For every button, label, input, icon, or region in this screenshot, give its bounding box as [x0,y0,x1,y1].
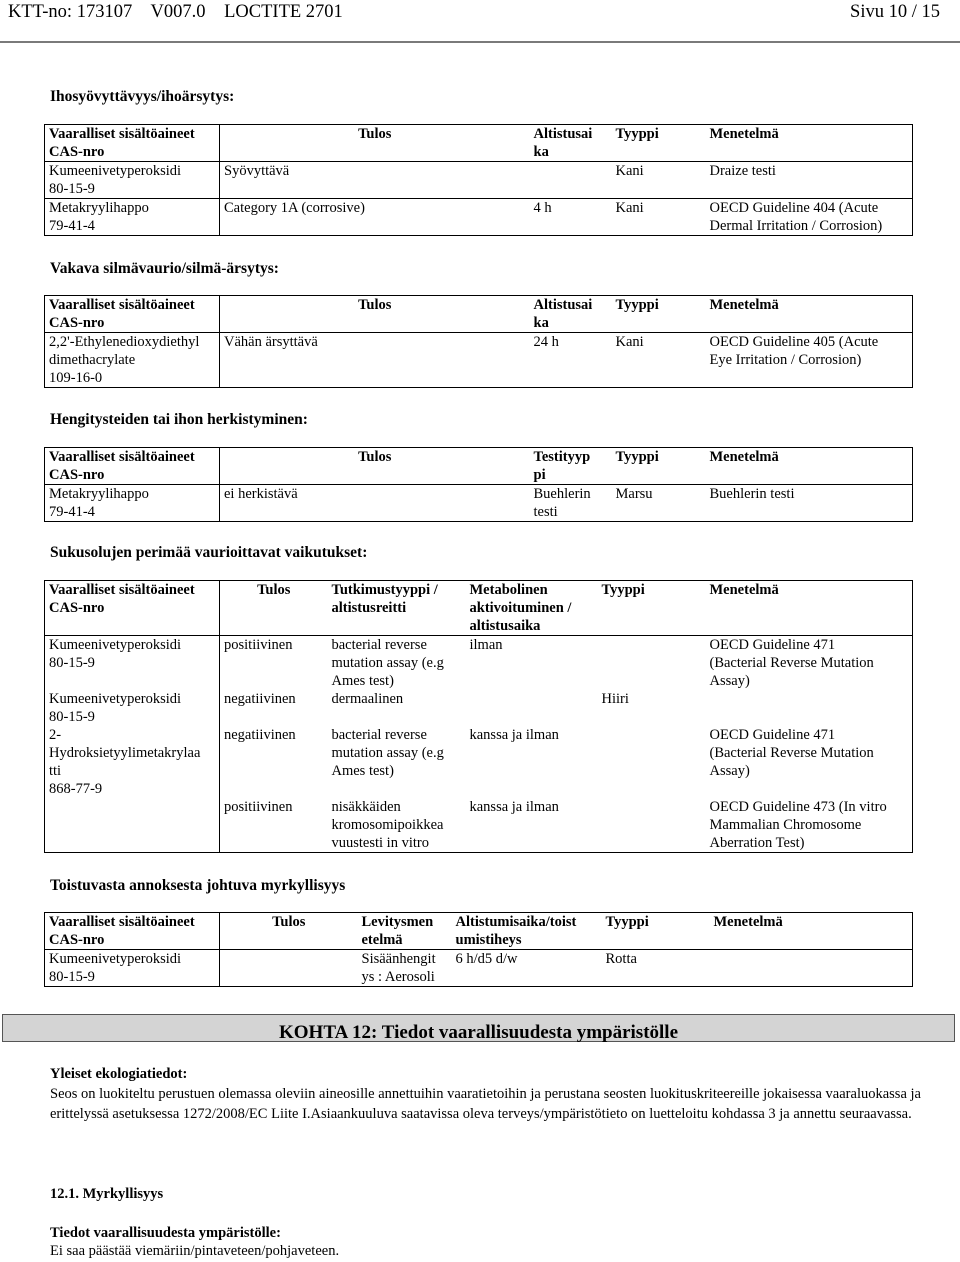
column-header: Tulos [358,449,392,465]
column-header: Menetelmä [713,914,783,930]
table-cell: Kumeenivetyperoksidi 80-15-9 [45,162,220,199]
table-cell: Syövyttävä [224,163,290,179]
table-header-row [45,581,913,636]
column-header: Vaaralliset sisältöaineet CAS-nro [45,913,220,950]
env-info-text: Ei saa päästää viemäriin/pintaveteen/pohjaveteen. [50,1243,340,1259]
table-cell: ilman [469,637,503,653]
column-header: Tulos [272,914,306,930]
table-cell: 4 h [533,200,552,216]
section-title-skin: Ihosyövyttävyys/ihoärsytys: [50,88,235,105]
header-divider [0,41,960,43]
column-header: Vaaralliset sisältöaineet CAS-nro [45,581,220,636]
column-header: Menetelmä [709,297,779,313]
table-cell: Kani [615,334,644,350]
table-cell [710,950,913,987]
table-cell: kanssa ja ilman [469,727,559,743]
table-cell [220,950,358,987]
page-number: Sivu 10 / 15 [850,2,940,22]
table-cell: Vähän ärsyttävä [224,334,318,350]
table-cell [598,798,706,853]
column-header: Menetelmä [709,582,779,598]
section-title-eye: Vakava silmävaurio/silmä-ärsytys: [50,260,279,277]
table-cell: OECD Guideline 471 (Bacterial Reverse Mutation Assay) [709,727,874,779]
table-row [45,636,913,691]
table-cell: Metakryylihappo 79-41-4 [45,485,220,522]
table-cell: OECD Guideline 473 (In vitro Mammalian Chromosome Aberration Test) [709,799,887,851]
table-header-row [45,913,913,950]
table-row [45,199,913,236]
table-cell: OECD Guideline 471 (Bacterial Reverse Mutation Assay) [709,637,874,689]
column-header: Tyyppi [605,914,649,930]
table-cell: Kumeenivetyperoksidi 80-15-9 [45,950,220,987]
table-row [45,950,913,987]
column-header: Menetelmä [709,126,779,142]
table-header-row [45,296,913,333]
column-header: Tulos [358,297,392,313]
table-cell: Kumeenivetyperoksidi 80-15-9 [45,690,220,726]
table-sensitization [44,447,913,522]
column-header: Tyyppi [615,449,659,465]
column-header: Metabolinen aktivoituminen / altistusaika [469,582,572,634]
table-cell: dermaalinen [331,691,404,707]
general-eco-title: Yleiset ekologiatiedot: [50,1066,188,1082]
table-cell: negatiivinen [224,691,296,707]
table-cell: Metakryylihappo 79-41-4 [45,199,220,236]
product-name: LOCTITE 2701 [224,2,343,22]
table-eye [44,295,913,388]
table-header-row [45,448,913,485]
env-info-title: Tiedot vaarallisuudesta ympäristölle: [50,1225,281,1241]
column-header: Altistumisaika/toist umistiheys [455,914,577,948]
column-header: Vaaralliset sisältöaineet CAS-nro [45,125,220,162]
general-eco-text: Seos on luokiteltu perustuen olemassa oleviin aineosille annettuihin vaaratietoihin ja perustana seosten luokituskriteereille jokaisessa vaaraluokassa ja erittelyssä asetuksessa 1272/2008/EC Liite I.Asiaankuuluva saatavissa oleva terveys/ympäristötieto on luetteloitu kohdassa 3 ja annettu seuraavassa. [50,1086,921,1122]
column-header: Tulos [358,126,392,142]
table-cell: bacterial reverse mutation assay (e.g Ames test) [331,637,444,689]
section-title-repeated-dose: Toistuvasta annoksesta johtuva myrkyllisyys [50,877,346,894]
table-cell: Buehlerin testi [533,486,591,520]
table-cell: 24 h [533,334,559,350]
section-12-banner: KOHTA 12: Tiedot vaarallisuudesta ympäristölle [2,1014,955,1042]
table-cell: Kumeenivetyperoksidi 80-15-9 [45,636,220,691]
table-mutagenicity [44,580,913,853]
table-skin [44,124,913,236]
table-row [45,726,913,798]
column-header: Testityyp pi [533,449,591,483]
table-cell: 2,2'-Ethylenedioxydiethyl dimethacrylate 109-16-0 [45,333,220,388]
table-cell: ei herkistävä [224,486,298,502]
toxicity-subtitle: 12.1. Myrkyllisyys [50,1186,164,1202]
table-cell: Kani [615,163,644,179]
ktt-number: KTT-no: 173107 [8,2,133,22]
table-header-row [45,125,913,162]
column-header: Vaaralliset sisältöaineet CAS-nro [45,296,220,333]
table-cell: Draize testi [709,163,776,179]
table-cell: 6 h/d5 d/w [455,951,518,967]
table-cell [706,690,913,726]
table-row [45,333,913,388]
table-cell: bacterial reverse mutation assay (e.g Ames test) [331,727,444,779]
column-header: Tyyppi [615,297,659,313]
table-cell [530,162,612,199]
table-cell: Rotta [605,951,637,967]
table-cell: kanssa ja ilman [469,799,559,815]
column-header: Tyyppi [601,582,645,598]
table-cell: nisäkkäiden kromosomipoikkea vuustesti in vitro [331,799,444,851]
table-repeated-dose [44,912,913,987]
table-cell: Buehlerin testi [709,486,795,502]
table-cell: positiivinen [224,637,293,653]
table-row [45,162,913,199]
table-row [45,690,913,726]
table-cell: Sisäänhengit ys : Aerosoli [361,951,436,985]
column-header: Levitysmen etelmä [361,914,434,948]
table-cell: 2- Hydroksietyylimetakrylaa tti 868-77-9 [45,726,220,798]
table-cell [598,636,706,691]
table-cell: OECD Guideline 404 (Acute Dermal Irritation / Corrosion) [709,200,883,234]
version: V007.0 [150,2,206,22]
column-header: Menetelmä [709,449,779,465]
table-cell [598,726,706,798]
table-cell: Hiiri [601,691,629,707]
table-cell: Kani [615,200,644,216]
section-title-mutagenicity: Sukusolujen perimää vaurioittavat vaikutukset: [50,544,368,561]
column-header: Altistusai ka [533,126,593,160]
table-cell: positiivinen [224,799,293,815]
section-title-sensitization: Hengitysteiden tai ihon herkistyminen: [50,411,308,428]
table-row [45,485,913,522]
column-header: Tulos [257,582,291,598]
column-header: Tyyppi [615,126,659,142]
column-header: Altistusai ka [533,297,593,331]
table-cell [466,690,598,726]
column-header: Tutkimustyyppi / altistusreitti [331,582,438,616]
page-header [8,0,940,28]
table-cell: Category 1A (corrosive) [224,200,365,216]
table-cell: Marsu [615,486,653,502]
table-row [45,798,913,853]
table-cell: OECD Guideline 405 (Acute Eye Irritation / Corrosion) [709,334,879,368]
column-header: Vaaralliset sisältöaineet CAS-nro [45,448,220,485]
table-cell [45,798,220,853]
table-cell: negatiivinen [224,727,296,743]
